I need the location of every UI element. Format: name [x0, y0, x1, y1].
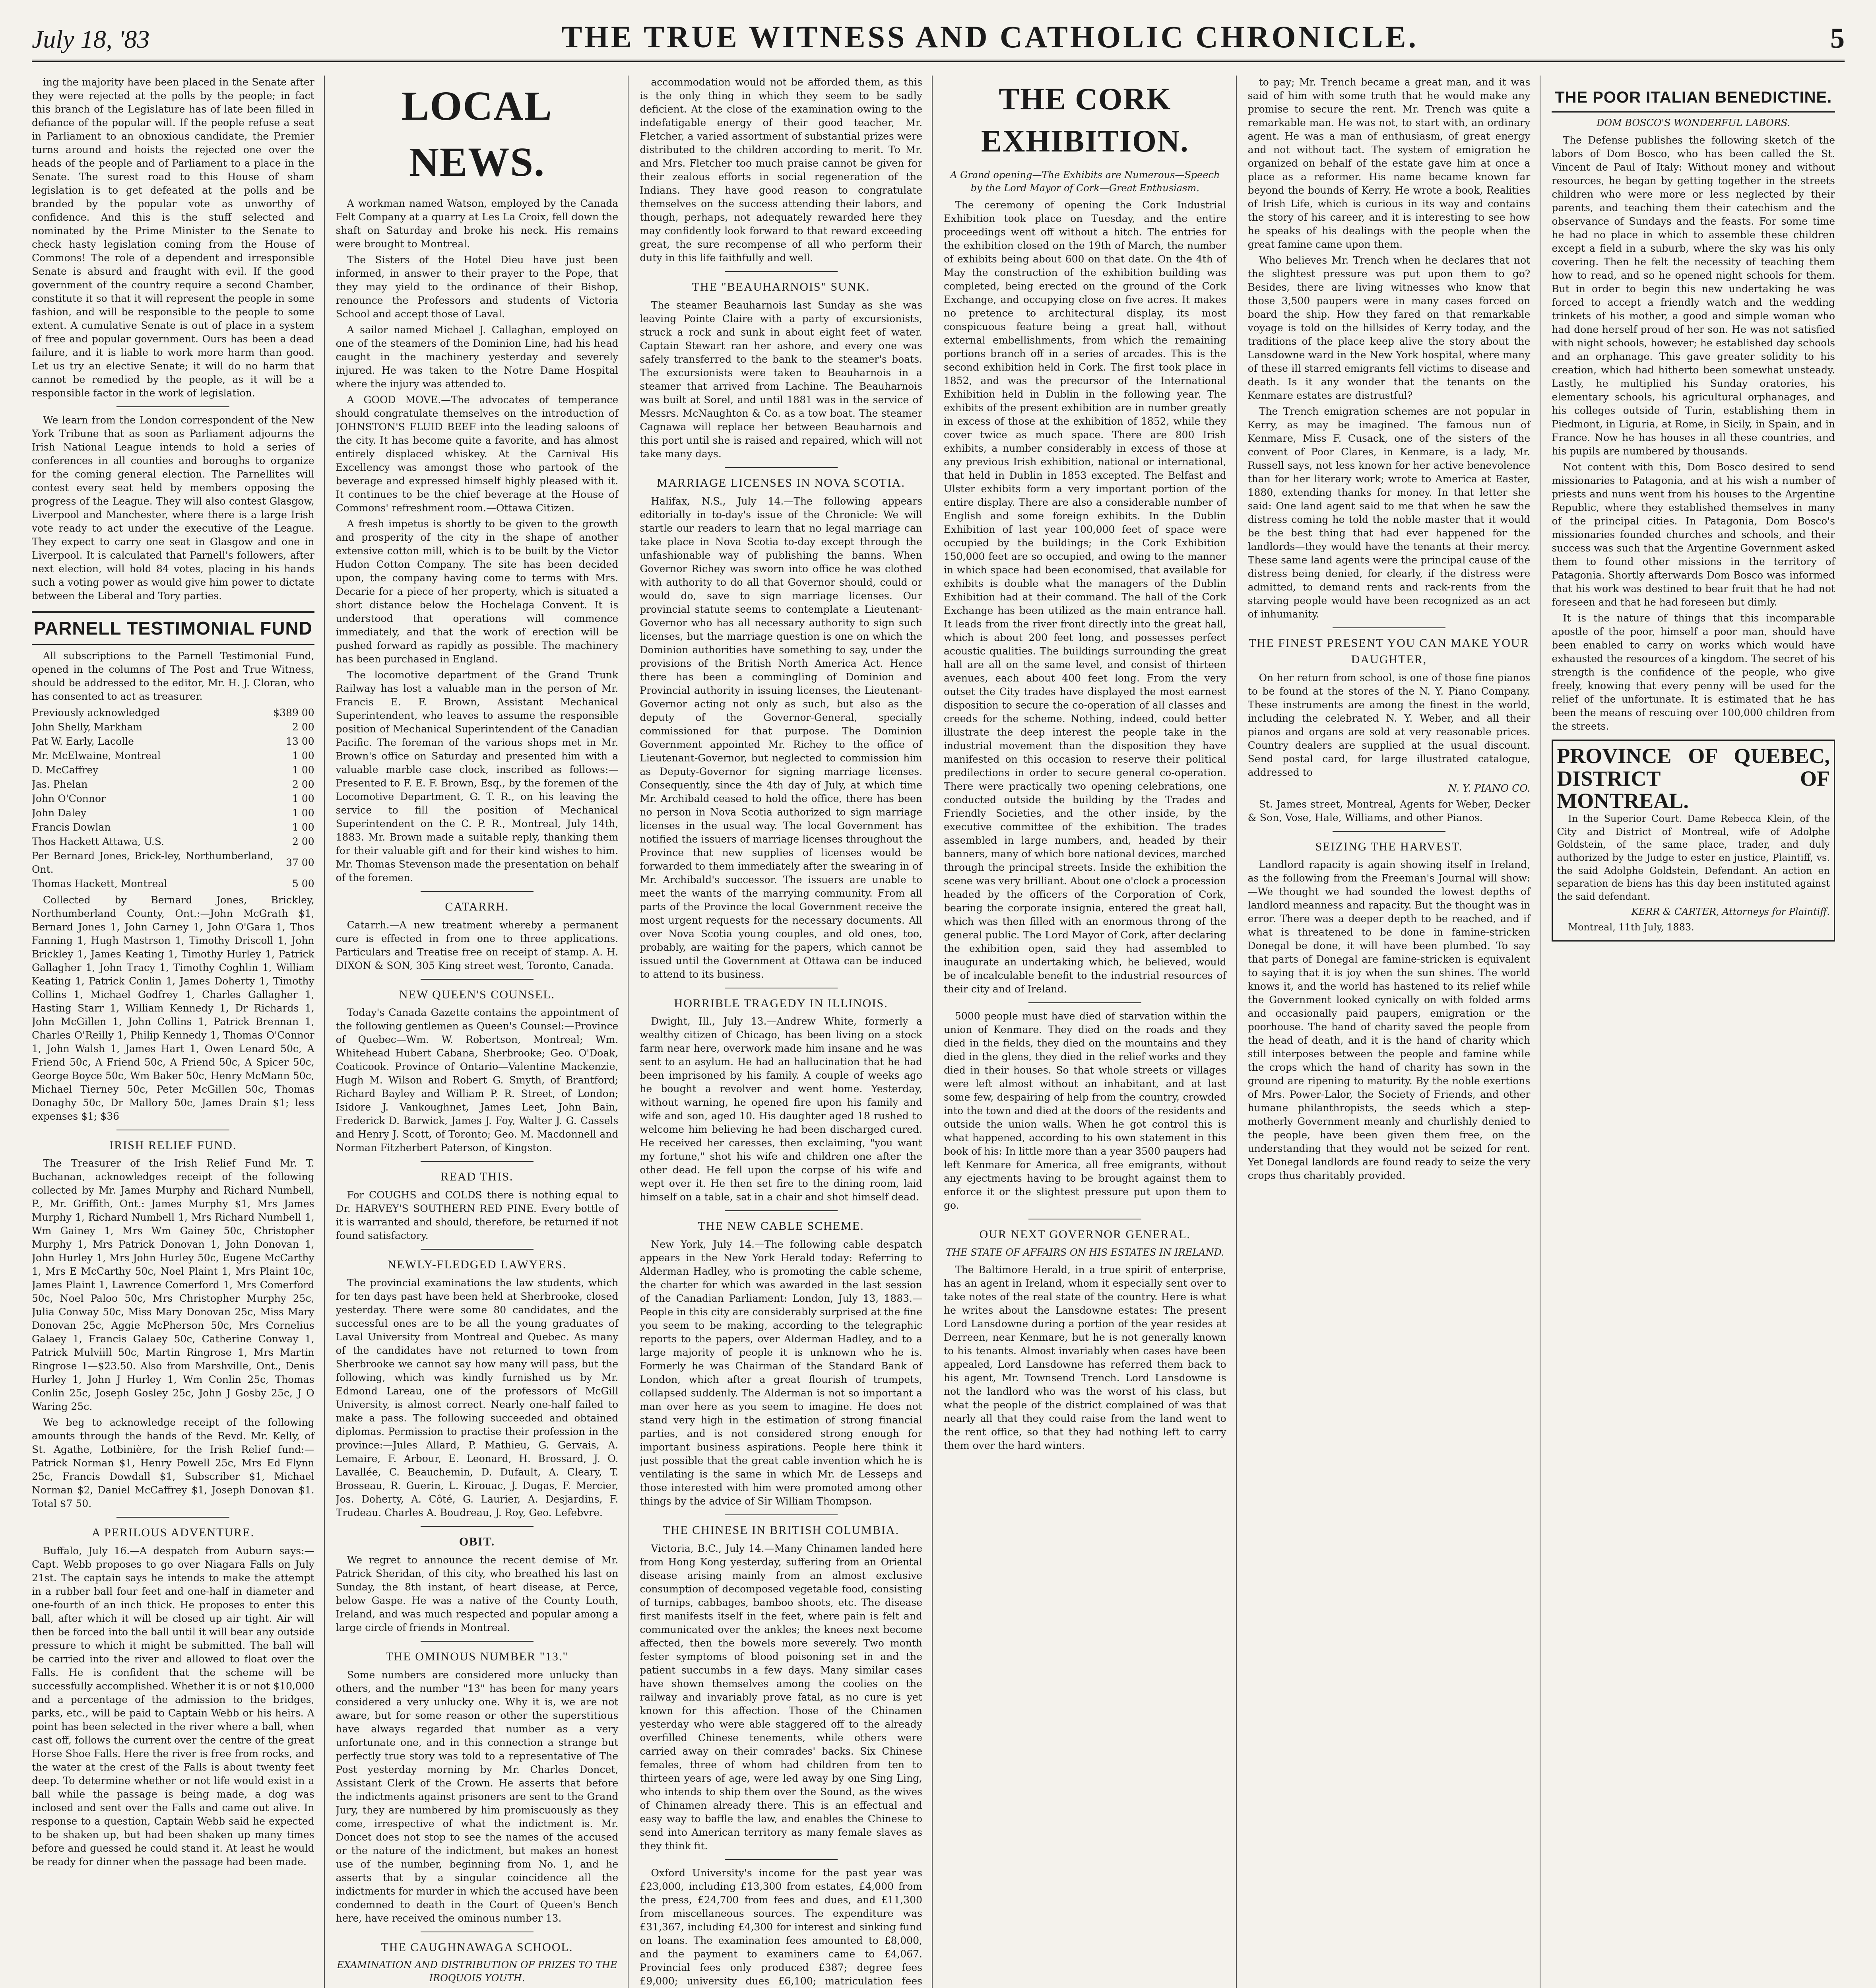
governor-general-text: The Baltimore Herald, in a true spirit of enterprise, has an agent in Ireland, whom it especially sent over to take notes of the real state of the country. Here is what he writes about the Lansdowne estates: The present Lord Lansdowne during a portion of the year resides at Derreen, near Kenmare, but he is not generally known to his tenants. Almost invariably when cases have been appealed, Lord Lansdowne has referred them back to his agent, Mr. Townsend Trench. Lord Lansdowne is not the landlord who was the worst of his class, but what the people of the district complained of was that nearly all that they could raise from the land went to the rent office, so that they had nothing left to carry them over the hard winters. — [944, 1264, 1226, 1451]
fund-donor: Jas. Phelan — [32, 778, 88, 790]
queens-counsel-heading: NEW QUEEN'S COUNSEL. — [399, 988, 555, 1001]
league-article: We learn from the London correspondent of the New York Tribune that as soon as Parliament adjourns the Irish National League intends to hold a series of conferences in all counties and boroughs to organize for the coming general election. The Parnellites will contest every seat held by members opposing the progress of the League. They will also contest Glasgow, Liverpool and Manchester, where there is a large Irish vote ready to act under the executive of the League. They expect to carry one seat in Glasgow and one in Liverpool. It is calculated that Parnell's followers, after next election, will hold 84 votes, placing in his hands such a voting power as would give him power to dictate between the Liberal and Tory parties. — [32, 414, 314, 602]
fund-amount: 37 00 — [286, 856, 314, 868]
divider — [1333, 831, 1445, 832]
caughnawaga-deck: EXAMINATION AND DISTRIBUTION OF PRIZES TO THE IROQUOIS YOUTH. — [337, 1959, 617, 1984]
cable-scheme-text: New York, July 14.—The following cable despatch appears in the New York Herald today: Referring to Alderman Hadley, who is promoting the cable scheme, the charter for which was awarded in the last session of the Canadian Parliament: London, July 13, 1883.—People in this city are considerably surprised at the fine you seem to be making, according to the telegraphic reports to the papers, over Alderman Hadley, and to a large majority of people it is unknown who he is. Formerly he was Chairman of the Standard Bank of London, which after a great flourish of trumpets, collapsed suddenly. The Alderman is not so important a man over here as you seem to imagine. He does not stand very high in the estimation of strong financial parties, and is not considered strong enough for important business aspirations. People here think it just possible that the great cable invention which he is ventilating is the same in which Mr. de Lesseps and those interested with him were promoted among other things by the advice of Sir William Thompson. — [640, 1239, 922, 1507]
fund-row — [32, 763, 314, 777]
read-this-heading: READ THIS. — [440, 1170, 514, 1184]
parnell-fund-intro: All subscriptions to the Parnell Testimonial Fund, opened in the columns of The Post and True Witness, should be addressed to the editor, Mr. H. J. Cloran, who has consented to act as treasurer. — [32, 650, 314, 702]
masthead — [32, 16, 1845, 62]
fund-amount: 2 00 — [292, 778, 314, 790]
fund-row — [32, 835, 314, 849]
beauharnois-heading: THE "BEAUHARNOIS" SUNK. — [692, 280, 870, 293]
fund-amount: $389 00 — [273, 707, 314, 718]
oxford-text: Oxford University's income for the past year was £23,000, including £13,300 from estates, £4,000 from the press, £24,700 from fees and dues, and £11,300 from miscellaneous sources. The expenditure was £31,367, including £4,300 for interest and sinking fund on loans. The examination fees amounted to £8,000, and the payment to examiners came to £4,067. Provincial fees only produced £387; degree fees £9,000; university dues £6,100; matriculation fees — [640, 1867, 922, 1987]
governor-general-deck: THE STATE OF AFFAIRS ON HIS ESTATES IN IRELAND. — [946, 1247, 1224, 1258]
horrible-tragedy-heading: HORRIBLE TRAGEDY IN ILLINOIS. — [674, 996, 888, 1010]
perilous-adventure-heading: A PERILOUS ADVENTURE. — [91, 1526, 255, 1540]
fund-amount: 1 00 — [292, 749, 314, 761]
piano-ad-signature: N. Y. PIANO CO. — [1448, 782, 1531, 794]
column-1 — [32, 76, 325, 1988]
column-2 — [336, 76, 629, 1988]
fund-row — [32, 877, 314, 891]
fund-donor: John O'Connor — [32, 792, 106, 804]
page-number: 5 — [1830, 22, 1845, 54]
fund-amount: 1 00 — [292, 807, 314, 819]
divider — [421, 979, 534, 980]
marriage-licenses-text: Halifax, N.S., July 14.—The following appears editorially in to-day's issue of the Chronicle: We will startle our readers to learn that no legal marriage can take place in Nova Scotia to-day except through the unfashionable way of publishing the banns. When Governor Richey was sworn into office he was clothed with authority to do all that Governor should, could or would do, save to sign marriage licenses. Our provincial statute seems to contemplate a Lieutenant-Governor who has all necessary authority to sign such licenses, but the marriage question is one on which the Dominion authorities have something to say, under the provisions of the British North America Act. Hence there has been a commingling of Dominion and Provincial authority in issuing licenses, the Lieutenant-Governor acting not only as such, but also as the deputy of the Governor-General, specially commissioned for that purpose. The Dominion Government appointed Mr. Richey to the office of Lieutenant-Governor, but neglected to commission him as Deputy-Governor for signing marriage licenses. Consequently, since the 4th day of July, at which time Mr. Archibald ceased to hold the office, there has been no person in Nova Scotia authorized to sign marriage licenses in the usual way. The local Government has notified the issuers of marriage licenses throughout the Province that new supplies of licenses would be forwarded to them immediately after the swearing in of Mr. Archibald's successor. The issuers are unable to meet the wants of the marrying community. From all parts of the Province the local Government receive the most urgent requests for the necessary documents. All over Nova Scotia young couples, and old ones, too, probably, are waiting for the papers, which cannot be issued until the Government at Ottawa can be induced to attend to its business. — [640, 495, 922, 980]
lawyers-text: The provincial examinations the law students, which for ten days past have been held at Sherbrooke, closed yesterday. There were some 80 candidates, and the successful ones are to be all the young graduates of Laval University from Montreal and Quebec. As many of the candidates have not returned to town from Sherbrooke we cannot say how many will pass, but the following, which was kindly furnished us by Mr. Edmond Lareau, one of the professors of McGill University, is almost correct. Nearly one-half failed to make a pass. The following succeeded and obtained diplomas. Permission to practise their profession in the province:—Jules Allard, P. Mathieu, G. Gervais, A. Lemaire, F. Arbour, E. Leonard, H. Brossard, J. O. Lavallée, C. Beauchemin, D. Dufault, A. Cleary, T. Brosseau, R. Guerin, L. Kirouac, J. Dugas, F. Mercier, Jos. Doherty, A. Côté, G. Laurier, A. Desjardins, F. Trudeau. Charles A. Boudreau, J. Roy, Geo. Lefebvre. — [336, 1277, 619, 1519]
fund-row — [32, 849, 314, 877]
read-this-text: For COUGHS and COLDS there is nothing equal to Dr. HARVEY'S SOUTHERN RED PINE. Every bottle of it is warranted and should, therefore, be returned if not found satisfactory. — [336, 1189, 619, 1242]
legal-notice-date: Montreal, 11th July, 1883. — [1568, 922, 1694, 933]
obit-text: We regret to announce the recent demise of Mr. Patrick Sheridan, of this city, who breathed his last on Sunday, the 8th instant, of heart disease, at Perce, below Gaspe. He was a native of the County Louth, Ireland, and was much respected and popular among a large circle of friends in Montreal. — [336, 1554, 619, 1633]
piano-ad-address: St. James street, Montreal, Agents for Weber, Decker & Son, Vose, Hale, Williams, and other Pianos. — [1247, 798, 1531, 823]
governor-general-heading: OUR NEXT GOVERNOR GENERAL. — [979, 1228, 1191, 1241]
local-news-item: The locomotive department of the Grand Trunk Railway has lost a valuable man in the person of Mr. Francis E. F. Brown, Assistant Mechanical Superintendent, who leaves to assume the responsible position of Mechanical Superintendent of the Canadian Pacific. The foreman of the various shops met in Mr. Brown's office on Saturday and presented him with a valuable marble case clock, inscribed as follows:—Presented to F. E. F. Brown, Esq., by the foremen of the Locomotive Department, G. T. R., on his leaving the service to fill the position of Mechanical Superintendent on the C. P. R., Montreal, July 14th, 1883. Mr. Brown made a suitable reply, thanking them for their valuable gift and for their kind wishes to him. Mr. Thomas Stevenson made the presentation on behalf of the foremen. — [336, 669, 619, 883]
ominous-number-heading: THE OMINOUS NUMBER "13." — [386, 1650, 568, 1663]
harvest-text: Landlord rapacity is again showing itself in Ireland, as the following from the Freeman's Journal will show:—We thought we had sounded the lowest depths of landlord meanness and rapacity. But the thought was in error. There was a deeper depth to be reached, and if what is threatened to be done in famine-stricken Donegal be done, it will have been plumbed. To say that parts of Donegal are famine-stricken is equivalent to saying that it is joy when the sun shines. The world knows it, and the world has hastened to its relief while the Government looked cynically on with folded arms and occasionally paid paupers, emigration or the poorhouse. The hand of charity saved the people from the head of death, and it is the hand of charity which still interposes between the people and famine while the crops which the hand of charity has sown in the ground are ripening to maturity. By the noble exertions of Mrs. Power-Lalor, the Society of Friends, and other humane philanthropists, the seeds which a step-motherly Government meanly and churlishly denied to the people, have been given them free, on the understanding that they would not be seized for rent. Yet Donegal landlords are found ready to seize the very crops thus charitably provided. — [1247, 859, 1531, 1182]
harvest-heading: SEIZING THE HARVEST. — [1315, 840, 1463, 853]
parnell-fund-collected: Collected by Bernard Jones, Brickley, Northumberland County, Ont.:—John McGrath $1, Bernard Jones 1, John Carney 1, John O'Gara 1, Thos Fanning 1, Hugh Mastrson 1, Timothy Driscoll 1, John Brickley 1, James Keating 1, Timothy Hurley 1, Patrick Gallagher 1, John Tracy 1, Timothy Coghlin 1, William Keating 1, Patrick Conlin 1, James Doherty 1, Timothy Collins 1, Michael Godfrey 1, Charles Gallagher 1, Hasting Starr 1, William Kennedy 1, Dr Richards 1, John McGillen 1, John Collins 1, Patrick Brennan 1, Charles O'Reilly 1, Philip Kennedy 1, Thomas O'Connor 1, John Walsh 1, James Hart 1, Owen Lenard 50c, A Friend 50c, A Friend 50c, A Friend 50c, A Spicer 50c, George Boyce 50c, Wm Baker 50c, Henry McMann 50c, Michael Tierney 50c, Peter McGillen 50c, Thomas Donaghy 50c, Dr Mallory 50c, James Drain $1; less expenses $1; $36 — [32, 894, 314, 1122]
senate-editorial: ing the majority have been placed in the Senate after they were rejected at the polls by the people; in fact this branch of the Legislature has of late been filled in defiance of the popular will. If the people refuse a seat in Parliament to an obnoxious candidate, the Premier turns around and hoists the rejected one over the heads of the people and of Parliament to a place in the Senate. The surest road to this House of sham legislation is to get defeated at the polls and be branded by the popular vote as unworthy of confidence. And this is the stuff selected and nominated by the Prime Minister to the Senate to check hasty legislation coming from the House of Commons! The role of a dependent and irresponsible Senate is absurd and fraught with evil. If the good government of the country require a second Chamber, constitute it so that it will represent the people in some fashion, and will be responsible to the people to some extent. A cumulative Senate is out of place in a system of free and popular government. Ours has been a dead failure, and it is liable to work more harm than good. Let us try an elective Senate; it will do no harm that cannot be remedied by the people, as it will be a responsible factor in the work of legislation. — [32, 76, 314, 399]
fund-donor: Per Bernard Jones, Brick-ley, Northumberland, Ont. — [32, 850, 274, 875]
irish-relief-text: The Treasurer of the Irish Relief Fund Mr. T. Buchanan, acknowledges receipt of the following collected by Mr. James Murphy and Richard Numbell, P., Mr. Griffith, Ont.: James Murphy $1, Mrs James Murphy 1, Richard Numbell 1, Mrs Richard Numbell 1, Wm Gainey 1, Mrs Wm Gainey 50c, Christopher Murphy 1, Mrs Patrick Donovan 1, John Donovan 1, John Hurley 1, Mrs John Hurley 50c, Eugene McCarthy 1, Mrs E McCarthy 50c, Noel Plaint 1, Mrs Plaint 10c, James Plaint 1, Lawrence Comerford 1, Mrs Comerford 50c, Noel Paloo 50c, Mrs Christopher Murphy 25c, Julia Conway 50c, Miss Mary Donovan 25c, Miss Mary Donovan 25c, Aggie McPherson 50c, Mrs Cornelius Galaey 1, Francis Galaey 50c, Catherine Conway 1, Patrick Mulviill 50c, Martin Ringrose 1, Mrs Martin Ringrose 1—$23.50. Also from Marshville, Ont., Denis Hurley 1, John J Hurley 1, Wm Conlin 25c, Thomas Conlin 25c, Joseph Gosley 25c, John J Gosby 25c, J O Waring 25c. — [32, 1157, 314, 1413]
divider — [725, 1859, 838, 1860]
divider — [116, 1517, 229, 1518]
columns — [32, 76, 1845, 1988]
cork-exhibition-heading: THE CORK EXHIBITION. — [981, 82, 1189, 159]
fund-amount: 1 00 — [292, 792, 314, 804]
fund-row — [32, 792, 314, 806]
fund-donor: Mr. McElwaine, Montreal — [32, 749, 161, 761]
local-news-item: A fresh impetus is shortly to be given to the growth and prosperity of the city in the shape of another extensive cotton mill, which is to be built by the Victor Hudon Cotton Company. The site has been decided upon, the company having come to terms with Mrs. Decarie for a piece of her property, which is situated a short distance below the Hochelaga Convent. It is understood that operations will commence immediately, and that the work of erection will be pushed forward as rapidly as possible. The machinery has been purchased in England. — [336, 518, 619, 665]
cork-exhibition-text: The ceremony of opening the Cork Industrial Exhibition took place on Tuesday, and the entire proceedings went off without a hitch. The entries for the exhibition closed on the 19th of March, the number of exhibits being about 600 on that date. On the 4th of May the construction of the exhibition building was completed, being erected on the ground of the Cork Exchange, and occupying close on five acres. It makes no pretence to architectural display, its most conspicuous feature being a great hall, without external embellishments, from which the remaining portions branch off in a series of arcades. This is the second exhibition held in Cork. The first took place in 1852, and was the precursor of the International Exhibition held in Dublin in the following year. The exhibits of the present exhibition are in number greatly in excess of those at the exhibition of 1852, while they cover twice as much space. There are 800 Irish exhibits, a number considerably in excess of those at any previous Irish exhibition, national or international, that held in Dublin in 1853 excepted. The Belfast and Ulster exhibits form a very important portion of the entire display. There are also a considerable number of English and some foreign exhibits. In the Dublin Exhibition of last year 100,000 feet of space were occupied by the buildings; in the Cork Exhibition 150,000 feet are so occupied, and owing to the manner in which space had been economised, that available for exhibits is double what the managers of the Dublin Exhibition had at their command. The hall of the Cork Exchange has been utilized as the main entrance hall. It leads from the river front directly into the great hall, which is about 200 feet long, and possesses perfect acoustic qualities. The buildings surrounding the great hall are all on the same level, and consist of thirteen avenues, each about 400 feet long. From the very outset the City trades have displayed the most earnest disposition to secure the co-operation of all classes and creeds for the scheme. Nothing, indeed, could better illustrate the deep interest the people take in the industrial movement than the disposition they have manifested on this occasion to reserve their political predilections in order to secure general co-operation. There were practically two opening celebrations, one conducted outside the building by the Trades and Friendly Societies, and the other inside, by the executive committee of the exhibition. The trades assembled in large numbers, and, headed by their banners, many of which bore national devices, marched through the principal streets. Inside the exhibition the scene was very brilliant. About one o'clock a procession headed by the officers of the Corporation of Cork, bearing the corporate insignia, entered the great hall, which was then filled with an enormous throng of the general public. The Lord Mayor of Cork, after declaring the exhibition open, said they had assembled to inaugurate an undertaking which, he believed, would be of incalculable benefit to the industrial resources of their city and of Ireland. — [944, 199, 1226, 995]
cable-scheme-heading: THE NEW CABLE SCHEME. — [698, 1219, 864, 1233]
parnell-fund-heading: PARNELL TESTIMONIAL FUND — [32, 611, 314, 645]
newspaper-title: THE TRUE WITNESS AND CATHOLIC CHRONICLE. — [561, 19, 1419, 54]
fund-donor: John Daley — [32, 807, 87, 819]
local-news-item: A sailor named Michael J. Callaghan, employed on one of the steamers of the Dominion Line, had his head caught in the machinery yesterday and severely injured. He was taken to the Notre Dame Hospital where the injury was attended to. — [336, 324, 619, 390]
local-news-item: A GOOD MOVE.—The advocates of temperance should congratulate themselves on the introduction of JOHNSTON'S FLUID BEEF into the leading saloons of the city. It has become quite a favorite, and has almost entirely displaced whiskey. At the Carnival His Excellency was amongst those who partook of the beverage and expressed himself highly pleased with it. It continues to be the chief beverage at the House of Commons' refreshment room.—Ottawa Citizen. — [336, 394, 619, 514]
catarrh-text: Catarrh.—A new treatment whereby a permanent cure is effected in from one to three applications. Particulars and Treatise free on receipt of stamp. A. H. DIXON & SON, 305 King street west, Toronto, Canada. — [336, 919, 619, 971]
lawyers-heading: NEWLY-FLEDGED LAWYERS. — [387, 1258, 567, 1272]
divider — [421, 1641, 534, 1642]
chinese-bc-heading: THE CHINESE IN BRITISH COLUMBIA. — [663, 1524, 900, 1537]
perilous-adventure-text: Buffalo, July 16.—A despatch from Auburn says:—Capt. Webb proposes to go over Niagara Falls on July 21st. The captain says he intends to make the attempt in a rubber ball four feet and one-half in diameter and one-fourth of an inch thick. He proposes to enter this ball, after which it will be closed up air tight. Air will then be forced into the ball until it will bear any outside pressure to which it might be submitted. The ball will be carried into the river and allowed to float over the Falls. He is confident that the scheme will be successfully accomplished. Whether it is or not $10,000 and a percentage of the admission to the bridges, parks, etc., will be paid to Captain Webb or his heirs. A point has been selected in the river where a ball, when cast off, follows the current over the centre of the great Horse Shoe Falls. Here the river is free from rocks, and the water at the crest of the Falls is about twenty feet deep. To determine whether or not life would exist in a ball while the passage is being made, a dog was inclosed and sent over the Falls and came out alive. In response to a question, Captain Webb said he expected to be shaken up, but had been shaken up many times before and guessed he could stand it. At least he would be ready for dinner when the passage had been made. — [32, 1545, 314, 1868]
marriage-licenses-heading: MARRIAGE LICENSES IN NOVA SCOTIA. — [657, 476, 905, 489]
caughnawaga-heading: THE CAUGHNAWAGA SCHOOL. — [381, 1940, 573, 1954]
fund-amount: 1 00 — [292, 764, 314, 776]
divider — [1333, 627, 1445, 628]
irish-relief-heading: IRISH RELIEF FUND. — [109, 1138, 237, 1152]
benedictine-heading: THE POOR ITALIAN BENEDICTINE. — [1552, 83, 1835, 113]
divider — [1028, 1002, 1141, 1003]
legal-notice-heading: PROVINCE OF QUEBEC, DISTRICT OF MONTREAL. — [1557, 744, 1830, 813]
divider — [116, 406, 229, 407]
trench-text-2: The Trench emigration schemes are not popular in Kerry, as may be imagined. The famous nun of Kenmare, Miss F. Cusack, one of the sisters of the convent of Poor Clares, in Kenmare, is a lady, Mr. Russell says, not less known for her active benevolence than for her literary work; wrote to America at Easter, 1880, extending thanks for money. In that letter she said: One land agent said to me that when he saw the distress coming he told the noble master that it would be the best thing that had ever happened for the landlords—they would have the tenants at their mercy. These same land agents were the principal cause of the distress being denied, for clearly, if the distress were admitted, to demand rents and rack-rents from the starving people would have been recognized as an act of inhumanity. — [1247, 406, 1531, 620]
trench-text: Who believes Mr. Trench when he declares that not the slightest pressure was put upon them to go? Besides, there are living witnesses who know that those 3,500 paupers were in many cases forced on board the ship. How they fared on that remarkable voyage is told on the hillsides of Kerry today, and the traditions of the place keep alive the story about the Lansdowne ward in the New York hospital, where many of these ill starred emigrants fell victims to disease and death. Is it any wonder that the tenants on the Kenmare estates are distrustful? — [1247, 254, 1531, 401]
fund-donor: Francis Dowlan — [32, 821, 111, 833]
local-news-heading: LOCAL NEWS. — [402, 83, 553, 185]
beauharnois-text: The steamer Beauharnois last Sunday as she was leaving Pointe Claire with a party of excursionists, struck a rock and sunk in about eight feet of water. Captain Stewart ran her ashore, and every one was safely transferred to the bank to the steamer's boats. The excursionists were taken to Beauharnois in a steamer that arrived from Lachine. The Beauharnois was built at Sorel, and until 1881 was in the service of Messrs. McNaughton & Co. as a tow boat. The steamer Cagnawa will replace her between Beauharnois and this port until she is raised and repaired, which will not take many days. — [640, 299, 922, 460]
local-news-item: The Sisters of the Hotel Dieu have just been informed, in answer to their prayer to the Pope, that they may yield to the ordinance of their Bishop, renounce the Professors and students of Victoria School and accept those of Laval. — [336, 254, 619, 320]
parnell-fund-list — [32, 706, 314, 891]
benedictine-text-2: Not content with this, Dom Bosco desired to send missionaries to Patagonia, and at his wish a number of priests and nuns went from his houses to the Argentine Republic, where they established themselves in many of the principal cities. In Patagonia, Dom Bosco's missionaries founded churches and schools, and their success was such that the Argentine Government asked them to found other missions in the territory of Patagonia. Shortly afterwards Dom Bosco was informed that his work was destined to bear fruit that he had not foreseen and that he had foreseen but dimly. — [1552, 461, 1835, 608]
divider — [421, 891, 534, 892]
local-news-item: A workman named Watson, employed by the Canada Felt Company at a quarry at Les La Croix, fell down the shaft on Saturday and broke his neck. His remains were brought to Montreal. — [336, 197, 619, 250]
fund-amount: 5 00 — [292, 878, 314, 889]
kenmare-text: 5000 people must have died of starvation within the union of Kenmare. They died on the roads and they died in the fields, they died on the mountains and they died in the glens, they died in the relief works and they died in their houses. So that whole streets or villages were left almost without an inhabitant, and at last some few, despairing of help from the country, crowded into the town and died at the doors of the residents and outside the union walls. When he got control this is what happened, according to his own statement in this book of his: In little more than a year 3500 paupers had left Kenmare for America, all free emigrants, without any ejectments having to be brought against them to enforce it or the slightest pressure put upon them to go. — [944, 1010, 1226, 1211]
legal-notice-signature: KERR & CARTER, Attorneys for Plaintiff. — [1631, 906, 1830, 918]
divider — [725, 271, 838, 272]
chinese-bc-text: Victoria, B.C., July 14.—Many Chinamen landed here from Hong Kong yesterday, suffering from an Oriental disease arising mainly from an almost exclusive consumption of decomposed vegetable food, consisting of turnips, cabbages, bamboo shoots, etc. The disease first manifests itself in the feet, where pain is felt and communicated over the ankles; the knees next become affected, then the bowels more severely. Two month fester symptoms of blood poisoning set in and the patient succumbs in a few days. Many similar cases have shown themselves among the coolies on the railway and invariably prove fatal, as no cure is yet known for this affection. Those of the Chinamen yesterday who were able staggered off to the already overfilled Chinese tenements, while others were carried away on their comrades' backs. Six Chinese females, three of whom had children from ten to thirteen years of age, were led away by one Sing Ling, who intends to ship them over the Sound, as the wives of Chinamen already there. This is an effectual and easy way to baffle the law, and enables the Chinese to send into American territory as many female slaves as they think fit. — [640, 1542, 922, 1852]
ominous-number-text: Some numbers are considered more unlucky than others, and the number "13" has been for many years considered a very unlucky one. Why it is, we are not aware, but for some reason or other the superstitious have always regarded that number as a very unfortunate one, and in this connection a strange but perfectly true story was told to a representative of The Post yesterday morning by Mr. Charles Doncet, Assistant Clerk of the Crown. He asserts that before the indictments against prisoners are sent to the Grand Jury, they are numbered by him promiscuously as they come, irrespective of what the indictment is. Mr. Doncet does not stop to see the names of the accused or the nature of the indictment, but makes an honest use of the number, beginning from No. 1, and he asserts that by a singular coincidence all the indictments for murder in which the accused have been condemned to death in the Court of Queen's Bench here, have received the ominous number 13. — [336, 1669, 619, 1924]
obit-heading: OBIT. — [459, 1535, 495, 1549]
fund-row — [32, 806, 314, 820]
piano-ad-text: On her return from school, is one of those fine pianos to be found at the stores of the N. Y. Piano Company. These instruments are among the finest in the world, including the celebrated N. Y. Weber, and all their pianos and organs are sold at very reasonable prices. Country dealers are supplied at the usual discount. Send postal card, for large illustrated catalogue, addressed to — [1247, 672, 1531, 778]
fund-donor: Thomas Hackett, Montreal — [32, 878, 167, 889]
caughnawaga-continued: accommodation would not be afforded them, as this is the only thing in which they seem to be sadly deficient. At the close of the examination owing to the indefatigable energy of their good teacher, Mr. Fletcher, a varied assortment of substantial prizes were distributed to the children according to merit. To Mr. and Mrs. Fletcher too much praise cannot be given for their zealous efforts in social regeneration of the Indians. They have good reason to congratulate themselves on the success attending their labors, and though, perhaps, not adequately rewarded here they may confidently look forward to that reward exceeding great, the sure recompense of all who perform their duty in this life faithfully and well. — [640, 76, 922, 264]
divider — [421, 1526, 534, 1527]
column-3 — [640, 76, 933, 1988]
fund-row — [32, 734, 314, 749]
divider — [725, 1210, 838, 1211]
benedictine-text: The Defense publishes the following sketch of the labors of Dom Bosco, who has been called the St. Vincent de Paul of Italy: Without money and without resources, he began by getting together in the streets children who were more or less neglected by their parents, and teaching them their catechism and the observance of Sundays and the feasts. For some time he had no place in which to assemble these children except a field in a suburb, where the sky was his only covering. Then he felt the necessity of teaching them how to read, and so he opened night schools for them. But in order to begin this new undertaking he was forced to accept a friendly watch and the wedding trinkets of his mother, a good and simple woman who had done herself proud of her son. He was not satisfied with night schools, however; he established day schools and an orphanage. This gave greater solidity to his creation, which had hitherto been somewhat unsteady. Lastly, he multiplied his Sunday oratories, his elementary schools, his agricultural orphanages, and his colleges outside of Turin, establishing them in Piedmont, in Liguria, at Rome, in Sicily, in Spain, and in France. Now he has houses in all these countries, and his pupils are numbered by thousands. — [1552, 134, 1835, 457]
benedictine-deck: DOM BOSCO'S WONDERFUL LABORS. — [1597, 117, 1791, 129]
column-4 — [944, 76, 1237, 1988]
divider — [725, 467, 838, 468]
fund-donor: John Shelly, Markham — [32, 721, 143, 733]
kenmare-continued: to pay; Mr. Trench became a great man, and it was said of him with some truth that he would make any promise to secure the rent. Mr. Trench was quite a remarkable man. He was not, to start with, an ordinary agent. He was a man of enthusiasm, of great energy and not without tact. The system of emigration he organized on behalf of the estate gave him at once a place as a reformer. His name became known far beyond the bounds of Kerry. He wrote a book, Realities of Irish Life, which is curious in its way and contains the story of his career, and it is interesting to see how he speaks of his dealings with the people when the great famine came upon them. — [1247, 76, 1531, 250]
fund-row — [32, 749, 314, 763]
divider — [421, 1161, 534, 1162]
horrible-tragedy-text: Dwight, Ill., July 13.—Andrew White, formerly a wealthy citizen of Chicago, has been living on a stock farm near here, overwork made him insane and he was sent to an asylum. He had an hallucination that he had been imprisoned by his family. A couple of weeks ago he bought a revolver and went home. Yesterday, without warning, he opened fire upon his family and wife and son, aged 10. His daughter aged 18 rushed to welcome him believing he had been discharged cured. He received her caresses, then exclaiming, "you want my fortune," shot his wife and children one after the other dead. He fell upon the corpse of his wife and wept over it. He then set fire to the dining room, laid himself on a table, sat in a chair and shot himself dead. — [640, 1015, 922, 1203]
fund-row — [32, 777, 314, 792]
irish-relief-text-2: We beg to acknowledge receipt of the following amounts through the hands of the Revd. Mr. Kelly, of St. Agathe, Lotbinière, for the Irish Relief fund:—Patrick Norman $1, Henry Powell 25c, Mrs Ed Flynn 25c, Francis Dowdall $1, Subscriber $1, Michael Norman $2, Daniel McCaffrey $1, Joseph Donovan $1. Total $7 50. — [32, 1417, 314, 1510]
fund-amount: 2 00 — [292, 835, 314, 847]
queens-counsel-text: Today's Canada Gazette contains the appointment of the following gentlemen as Queen's Counsel:—Province of Quebec—Wm. W. Robertson, Montreal; Wm. Whitehead Hubert Cabana, Sherbrooke; Geo. O'Doak, Coaticook. Province of Ontario—Valentine Mackenzie, Hugh M. Wilson and Robert G. Smyth, of Brantford; Richard Bayley and William P. R. Street, of London; Isidore J. Vankoughnet, James Leet, John Bain, Frederick D. Barwick, James J. Foy, Walter J. G. Cassels and Henry J. Scott, of Toronto; Geo. M. Macdonnell and Norman Fitzherbert Paterson, of Kingston. — [336, 1007, 619, 1154]
piano-ad-heading: THE FINEST PRESENT YOU CAN MAKE YOUR DAUGHTER, — [1249, 637, 1529, 666]
divider — [421, 1249, 534, 1250]
divider — [725, 1514, 838, 1515]
fund-row — [32, 720, 314, 734]
fund-amount: 13 00 — [286, 735, 314, 747]
fund-amount: 2 00 — [292, 721, 314, 733]
fund-row — [32, 706, 314, 720]
fund-donor: Previously acknowledged — [32, 707, 160, 718]
benedictine-text-3: It is the nature of things that this incomparable apostle of the poor, himself a poor man, should have been enabled to carry on works which would have exhausted the resources of a kingdom. The secret of his strength is the confidence of the people, who give freely, knowing that every penny will be used for the relief of the unfortunate. It is estimated that he has been the means of rescuing over 100,000 children from the streets. — [1552, 612, 1835, 732]
fund-row — [32, 820, 314, 835]
fund-amount: 1 00 — [292, 821, 314, 833]
fund-donor: D. McCaffrey — [32, 764, 99, 776]
fund-donor: Thos Hackett Attawa, U.S. — [32, 835, 165, 847]
column-5 — [1248, 76, 1541, 1988]
column-6 — [1552, 76, 1845, 1988]
catarrh-heading: CATARRH. — [445, 900, 509, 913]
legal-notice — [1552, 740, 1835, 942]
fund-donor: Pat W. Early, Lacolle — [32, 735, 134, 747]
cork-exhibition-deck: A Grand opening—The Exhibits are Numerous—Speech by the Lord Mayor of Cork—Great Enthusiasm. — [950, 169, 1220, 194]
legal-notice-text: In the Superior Court. Dame Rebecca Klein, of the City and District of Montreal, wife of Adolphe Goldstein, of the same place, trader, and duly authorized by the Judge to ester en justice, Plaintiff, vs. the said Adolphe Goldstein, Defendant. An action en separation de biens has this day been instituted against the said defendant. — [1557, 813, 1830, 902]
issue-date: July 18, '83 — [32, 25, 150, 53]
